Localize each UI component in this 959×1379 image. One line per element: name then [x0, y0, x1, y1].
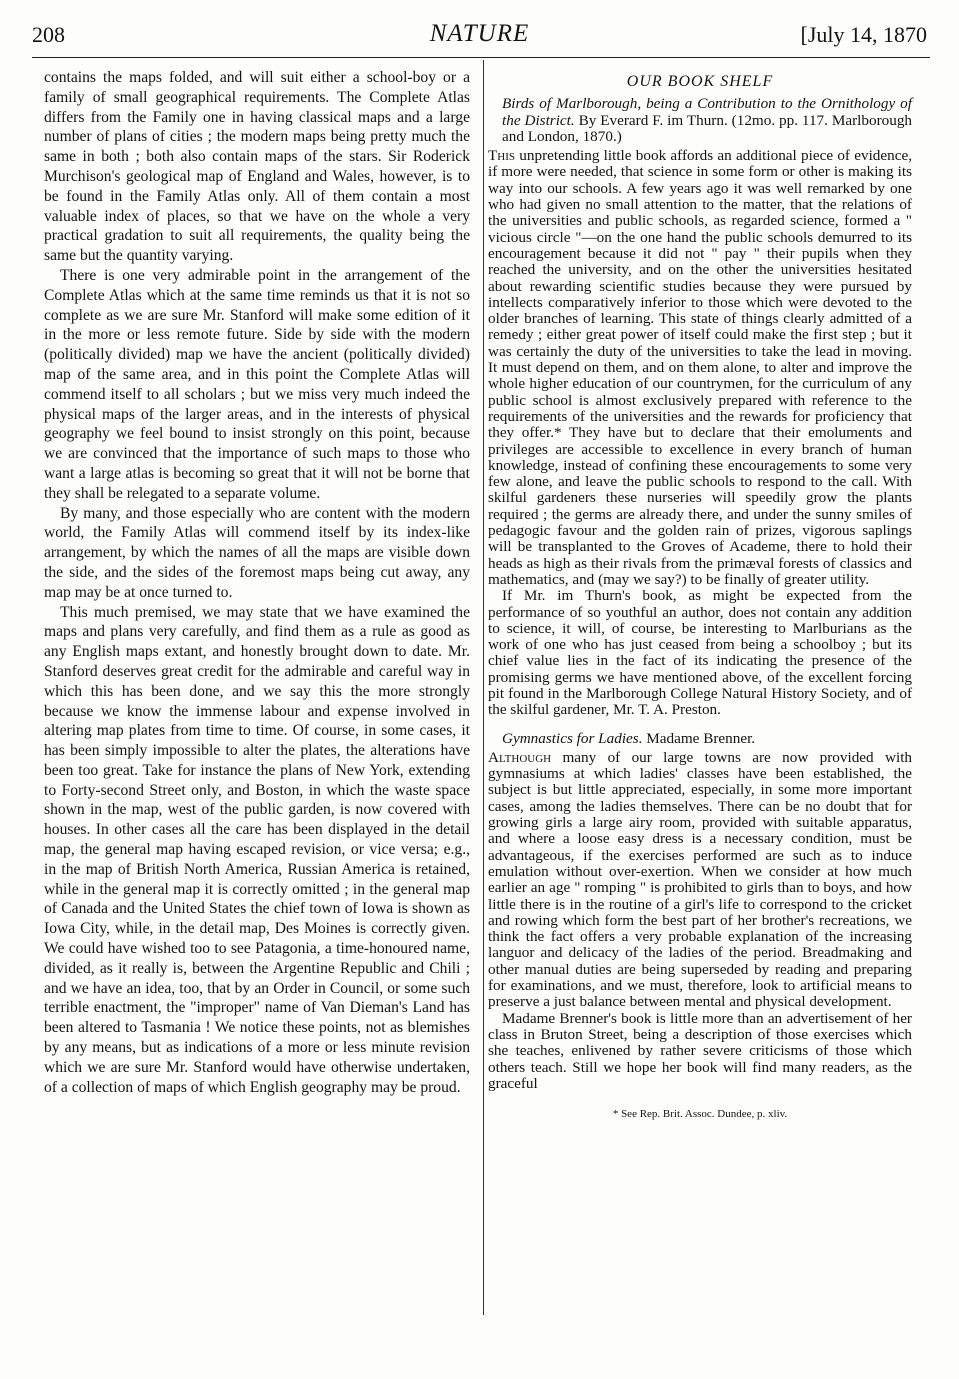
review-paragraph: This unpretending little book affords an additional piece of evidence, if more were needed, that science in some form or other is making its way into our schools. A few years ago it was well remarked by one who had given no small attention to the matter, that the relations of the universities and public schools, as regarded science, formed a " vicious circle "—on the one hand the public schools demurred to its encouragement because it did not " pay " their pupils when they reached the university, and on the other the universities hesitated about rewarding scientific studies because they were pursued by intellects comparatively inferior to those which were devoted to the older branches of learning. This state of things clearly admitted of a remedy ; either great power of itself could make the first step ; but it was certainly the duty of the universities to take the lead in moving. It must depend on them, and on them alone, to alter and improve the whole higher education of our countrymen, for the curriculum of any public school is almost exclusively prepared with reference to the requirements of the universities and the rewards for proficiency that they offer.* They have but to declare that their emoluments and privileges are accessible to excellence in every branch of human knowledge, instead of confining these encouragements to some very few alone, and leave the public schools to respond to the call. With skilful gardeners these nurseries will speedily grow the plants required ; the germs are already there, and under the sunny smiles of pedagogic favour and the golden rain of prizes, vigorous saplings will be transplanted to the Groves of Academe, there to hold their heads as high as their rivals from the primæval forests of classics and mathematics, and (may we say?) to be finally of greater utility.	[488, 147, 912, 588]
paragraph: contains the maps folded, and will suit either a school-boy or a family of small geographical requirements. The Complete Atlas differs from the Family one in having classical maps and a large number of plans of cities ; the modern maps being pretty much the same in both ; both also contain maps of the stars. Sir Roderick Murchison's geological map of England and Wales, however, is to be found in the Family Atlas only. All of them contain a most valuable index of places, so that we have on the whole a very practical gradation to suit all requirements, the quality being the same but the quantity varying.	[44, 69, 470, 265]
section-title: OUR BOOK SHELF	[626, 73, 774, 90]
book-heading	[488, 96, 912, 145]
page-header	[32, 18, 927, 58]
review-paragraph: Madame Brenner's book is little more than an advertisement of her class in Bruton Street, being a description of those exercises which she teaches, enlivened by rather severe criticisms of those which others teach. Still we hope her book will find many readers, as the graceful	[488, 1009, 912, 1092]
small-caps-opening: Although	[488, 748, 552, 766]
book-author: Madame Brenner.	[646, 729, 756, 747]
page-number: 208	[32, 22, 65, 47]
paragraph: By many, and those especially who are content with the modern world, the Family Atlas will commend itself by its index-like arrangement, by which the names of all the maps are visible down the side, and the sides of the foremost maps being cut away, any map may be at once turned to.	[44, 504, 470, 601]
book-title: Gymnastics for Ladies.	[502, 729, 643, 747]
journal-title: NATURE	[429, 20, 530, 47]
column-divider	[483, 60, 484, 1315]
book-byline: By Everard F. im Thurn. (12mo. pp. 117. Marlborough and London, 1870.)	[502, 111, 913, 145]
book-title: Birds of Marlborough, being a Contribution to the Ornithology of the District.	[502, 95, 912, 129]
small-caps-opening: This	[488, 147, 516, 165]
book-heading	[488, 731, 912, 747]
right-column	[488, 68, 912, 1122]
left-column	[44, 68, 470, 1097]
paragraph: This much premised, we may state that we have examined the maps and plans very carefully, and find them as a rule as good as any English maps extant, and honestly brought down to date. Mr. Stanford deserves great credit for the admirable and careful way in which this has been done, and we say this the more strongly because we know the immense labour and expense involved in altering map plates from time to time. Of course, in some cases, it has been simply impossible to alter the plates, the alterations have been too great. Take for instance the plans of New York, extending to Forty-second Street only, and Boston, in which the waste space shown in the map, west of the public garden, is now covered with houses. In other cases all the care has been displayed in the detail map, the general map having escaped revision, or vice versa; e.g., in the map of British North America, Russian America is retained, while in the general map it is correctly omitted ; in the general map of Canada and the United States the chief town of Iowa is shown as Iowa City, while, in the detail map, Des Moines is correctly given. We could have wished too to see Patagonia, a time-honoured name, divided, as it really is, between the Argentine Republic and Chili ; and we have an idea, too, that by an Order in Council, or some such terrible enactment, the "improper" name of Van Dieman's Land has been altered to Tasmania ! We notice these points, not as blemishes by any means, but as indications of a more or less minute revision which we are sure Mr. Stanford would have otherwise undertaken, of a collection of maps of which English geography may be proud.	[44, 603, 470, 1096]
paragraph: There is one very admirable point in the arrangement of the Complete Atlas which at the same time reminds us that it is not so complete as we are sure Mr. Stanford will make some edition of it in the more or less remote future. Side by side with the modern (politically divided) map we have the ancient (politically divided) map of the same area, and in this point the Complete Atlas will commend itself to all scholars ; but we miss very much indeed the physical maps of the larger areas, and in the interests of physical geography we feel bound to insist strongly on this point, because we are convinced that the importance of such maps to those who want a large atlas is becoming so great that it will not be borne that they shall be relegated to a separate volume.	[44, 266, 470, 502]
footnote: * See Rep. Brit. Assoc. Dundee, p. xliv.	[612, 1108, 788, 1121]
header-rule	[32, 57, 930, 58]
review-paragraph: Although many of our large towns are now provided with gymnasiums at which ladies' classes have been established, the subject is but little appreciated, especially, in some more important cases, among the ladies themselves. There can be no doubt that for growing girls a large airy room, provided with suitable apparatus, and where a loose easy dress is a necessary condition, must be advantageous, if the exercises performed are such as to induce emulation without over-exertion. When we consider at how much earlier an age " romping " is prohibited to girls than to boys, and how little there is in the routine of a girl's life to correspond to the cricket and rowing which form the best part of her brother's recreations, we think the fact offers a very probable explanation of the increasing languor and delicacy of the ladies of the period. Breadmaking and other manual duties are being superseded by reading and preparing for examinations, and we must, therefore, look to artificial means to preserve a just balance between mental and physical development.	[488, 748, 913, 1011]
issue-date: [July 14, 1870	[800, 22, 927, 47]
review-paragraph: If Mr. im Thurn's book, as might be expected from the performance of so youthful an author, does not contain any addition to science, it will, of course, be interesting to Marlburians as the work of one who has just ceased from being a schoolboy ; but its chief value lies in the fact of its indicating the presence of the promising germs we have mentioned above, of the excellent forcing pit found in the Marlborough College Natural History Society, and of the skilful gardener, Mr. T. A. Preston.	[488, 587, 912, 719]
